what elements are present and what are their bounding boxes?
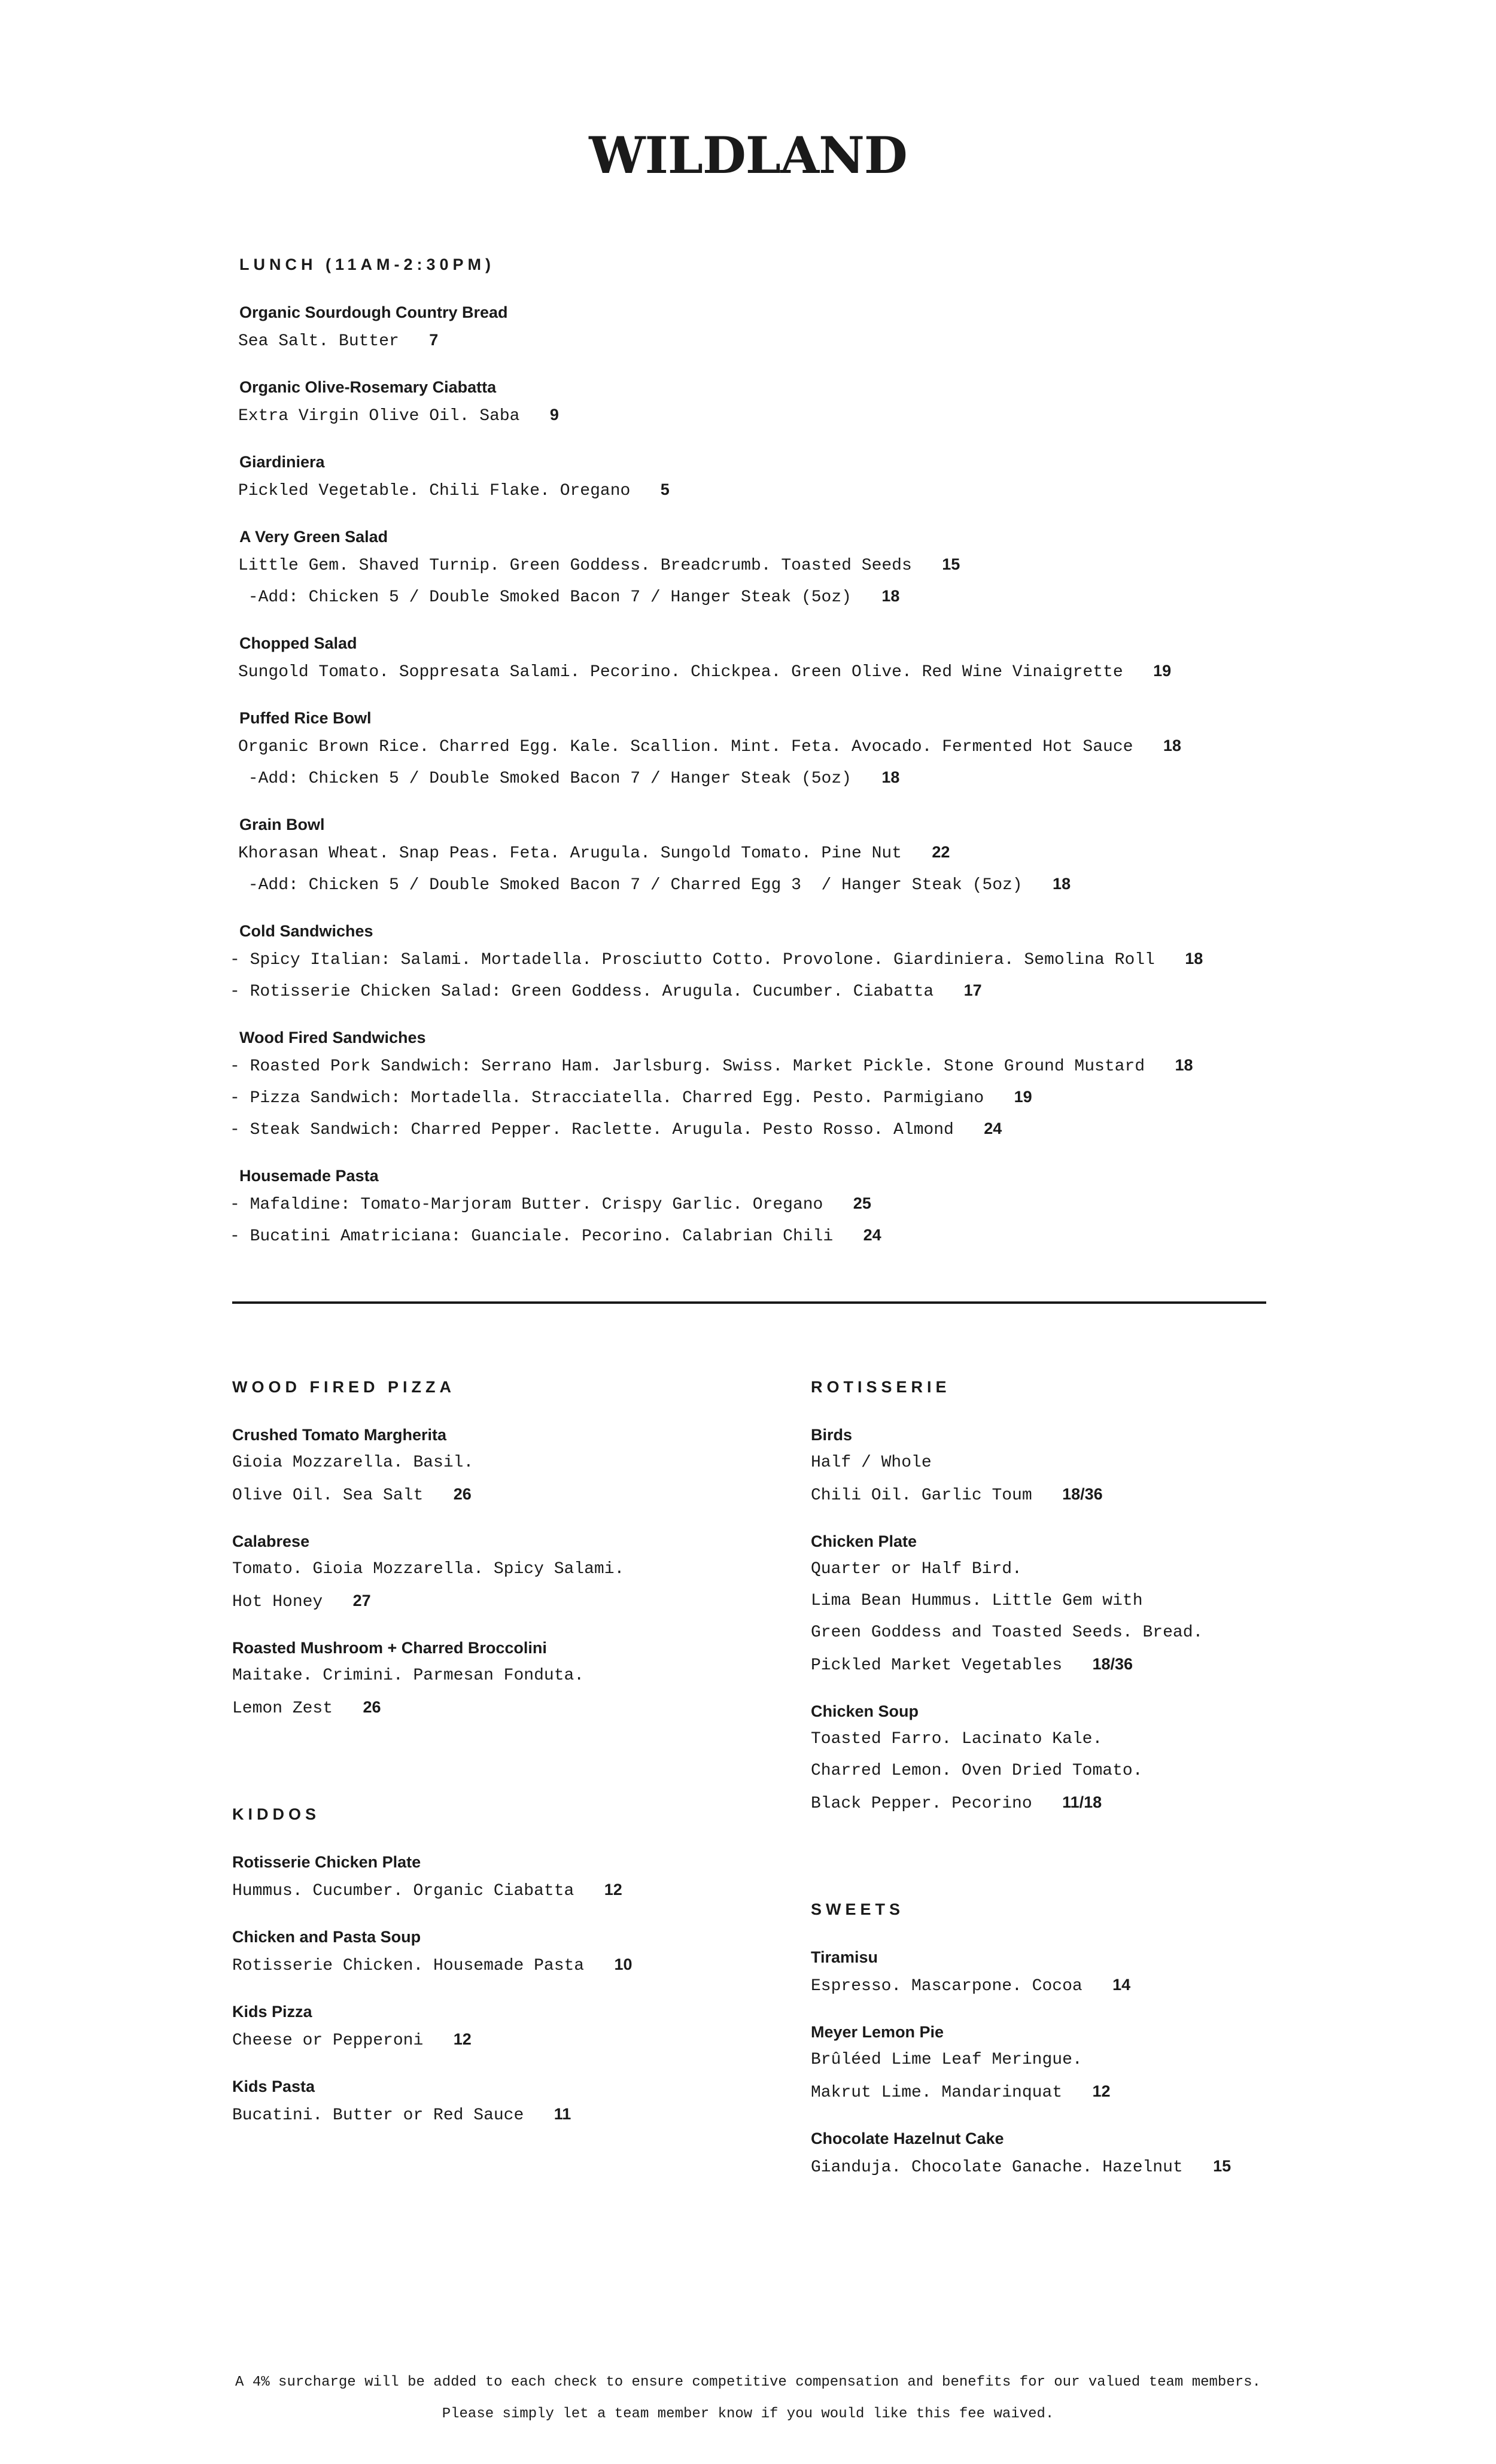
description-text: Little Gem. Shaved Turnip. Green Goddess. Breadcrumb. Toasted Seeds — [238, 556, 912, 575]
menu-item-description — [230, 1188, 1285, 1219]
menu-item-description — [811, 1617, 1349, 1648]
menu-item-description — [238, 399, 1285, 431]
menu-item — [232, 2074, 771, 2130]
description-text: Black Pepper. Pecorino — [811, 1794, 1032, 1813]
restaurant-logo: WILDLAND — [589, 126, 907, 185]
spacer — [811, 1838, 1349, 1897]
right-column — [811, 1375, 1349, 2201]
menu-item-name: Crushed Tomato Margherita — [232, 1426, 447, 1444]
menu-item-price: 10 — [614, 1955, 633, 1973]
menu-item — [238, 631, 1285, 687]
menu-item-price: 17 — [963, 981, 982, 999]
menu-item-name: Grain Bowl — [239, 816, 325, 833]
menu-item — [232, 1423, 771, 1510]
description-text: Charred Lemon. Oven Dried Tomato. — [811, 1762, 1143, 1780]
menu-item-price: 26 — [453, 1485, 472, 1503]
menu-item — [232, 1850, 771, 1906]
menu-item-price: 12 — [604, 1881, 622, 1899]
description-text: Hummus. Cucumber. Organic Ciabatta — [232, 1882, 574, 1900]
menu-item-price: 11/18 — [1062, 1793, 1102, 1811]
menu-item-name: Giardiniera — [239, 453, 325, 471]
menu-item-description — [238, 474, 1285, 506]
menu-item — [238, 375, 1285, 431]
menu-item — [811, 1945, 1349, 2001]
description-text: Olive Oil. Sea Salt — [232, 1486, 424, 1505]
menu-item-description — [232, 1874, 771, 1906]
menu-item-price: 15 — [1213, 2157, 1232, 2175]
menu-items — [230, 300, 1285, 1251]
menu-item — [238, 450, 1285, 506]
menu-item-description — [230, 1219, 1285, 1251]
menu-item-description — [232, 2098, 771, 2130]
menu-item-description — [811, 2044, 1349, 2076]
menu-item-name: Cold Sandwiches — [239, 922, 373, 940]
description-text: Green Goddess and Toasted Seeds. Bread. — [811, 1623, 1203, 1642]
section-heading: WOOD FIRED PIZZA — [232, 1378, 455, 1396]
menu-item-price: 12 — [453, 2030, 472, 2048]
menu-item-description — [232, 1949, 771, 1981]
menu-item-price: 9 — [549, 406, 559, 424]
menu-item-name: Rotisserie Chicken Plate — [232, 1853, 421, 1871]
menu-item-description — [238, 549, 1285, 580]
menu-item-price: 24 — [863, 1226, 881, 1244]
description-text: - Mafaldine: Tomato-Marjoram Butter. Crispy Garlic. Oregano — [230, 1196, 823, 1214]
section-heading: LUNCH (11AM-2:30PM) — [239, 255, 495, 273]
description-text: Lima Bean Hummus. Little Gem with — [811, 1592, 1143, 1610]
menu-item-description — [232, 1585, 771, 1617]
menu-item-description — [230, 943, 1285, 975]
menu-items — [232, 1423, 771, 1723]
menu-item-description — [238, 655, 1285, 687]
description-text: Bucatini. Butter or Red Sauce — [232, 2106, 524, 2125]
menu-item-name: Wood Fired Sandwiches — [239, 1029, 426, 1047]
menu-item-price: 18 — [881, 587, 900, 605]
lunch-section — [230, 253, 1285, 1270]
description-text: - Spicy Italian: Salami. Mortadella. Prosciutto Cotto. Provolone. Giardiniera. Semolina Roll — [230, 951, 1155, 969]
menu-item — [230, 1164, 1285, 1251]
menu-item-price: 18 — [881, 768, 900, 786]
description-text: -Add: Chicken 5 / Double Smoked Bacon 7 / Hanger Steak (5oz) — [238, 588, 852, 607]
menu-item-price: 14 — [1112, 1976, 1131, 1994]
rotisserie-section — [811, 1375, 1349, 1818]
menu-item-description — [232, 1553, 771, 1585]
menu-item — [811, 2020, 1349, 2107]
menu-item-name: Organic Olive-Rosemary Ciabatta — [239, 378, 497, 396]
description-text: Pickled Vegetable. Chili Flake. Oregano — [238, 482, 631, 500]
description-text: - Steak Sandwich: Charred Pepper. Raclette. Arugula. Pesto Rosso. Almond — [230, 1121, 954, 1139]
description-text: Lemon Zest — [232, 1699, 333, 1718]
menu-item — [811, 1699, 1349, 1818]
menu-item-description — [230, 975, 1285, 1006]
section-heading: SWEETS — [811, 1900, 905, 1918]
menu-item-price: 7 — [429, 331, 439, 349]
description-text: Organic Brown Rice. Charred Egg. Kale. Scallion. Mint. Feta. Avocado. Fermented Hot Sauce — [238, 738, 1133, 756]
menu-item-description — [232, 2024, 771, 2055]
menu-item-description — [811, 1787, 1349, 1818]
menu-item — [232, 1925, 771, 1981]
menu-item-description — [238, 868, 1285, 900]
description-text: Quarter or Half Bird. — [811, 1560, 1022, 1578]
menu-item-name: Chicken and Pasta Soup — [232, 1928, 421, 1946]
spacer — [232, 1742, 771, 1802]
description-text: -Add: Chicken 5 / Double Smoked Bacon 7 / Charred Egg 3 / Hanger Steak (5oz) — [238, 876, 1023, 895]
description-text: Maitake. Crimini. Parmesan Fonduta. — [232, 1666, 585, 1685]
left-column — [232, 1375, 771, 2149]
description-text: Sungold Tomato. Soppresata Salami. Pecorino. Chickpea. Green Olive. Red Wine Vinaigrette — [238, 663, 1123, 682]
menu-item-description — [232, 1692, 771, 1723]
menu-item — [232, 1636, 771, 1723]
menu-item-description — [811, 1969, 1349, 2001]
description-text: Half / Whole — [811, 1453, 932, 1472]
menu-item-price: 26 — [363, 1698, 381, 1716]
menu-item-name: Chicken Soup — [811, 1702, 919, 1720]
menu-item-price: 27 — [352, 1592, 371, 1610]
menu-item-price: 12 — [1092, 2082, 1111, 2100]
menu-item-name: Organic Sourdough Country Bread — [239, 303, 508, 321]
menu-item-price: 18 — [1053, 875, 1071, 893]
menu-item — [811, 2127, 1349, 2182]
surcharge-note — [0, 2366, 1496, 2430]
description-text: Gioia Mozzarella. Basil. — [232, 1453, 474, 1472]
menu-item-description — [238, 580, 1285, 612]
description-text: Cheese or Pepperoni — [232, 2031, 424, 2050]
description-text: - Roasted Pork Sandwich: Serrano Ham. Jarlsburg. Swiss. Market Pickle. Stone Ground Mustard — [230, 1057, 1145, 1076]
menu-item-description — [811, 1648, 1349, 1680]
menu-item-description — [811, 1553, 1349, 1585]
description-text: - Pizza Sandwich: Mortadella. Stracciatella. Charred Egg. Pesto. Parmigiano — [230, 1089, 984, 1108]
menu-item — [232, 1529, 771, 1617]
description-text: Makrut Lime. Mandarinquat — [811, 2083, 1063, 2102]
description-text: - Bucatini Amatriciana: Guanciale. Pecorino. Calabrian Chili — [230, 1227, 834, 1246]
menu-item-price: 22 — [932, 843, 950, 861]
menu-items — [232, 1850, 771, 2130]
menu-item-description — [811, 1447, 1349, 1479]
description-text: -Add: Chicken 5 / Double Smoked Bacon 7 / Hanger Steak (5oz) — [238, 769, 852, 788]
menu-items — [811, 1945, 1349, 2182]
section-heading: KIDDOS — [232, 1805, 321, 1823]
description-text: Brûléed Lime Leaf Meringue. — [811, 2051, 1083, 2069]
description-text: Sea Salt. Butter — [238, 332, 399, 351]
description-text: Hot Honey — [232, 1593, 323, 1611]
menu-item — [230, 919, 1285, 1006]
menu-item-name: Chopped Salad — [239, 634, 357, 652]
menu-item — [811, 1529, 1349, 1680]
menu-item-price: 18/36 — [1062, 1485, 1103, 1503]
menu-item-name: A Very Green Salad — [239, 528, 388, 546]
surcharge-note-line: Please simply let a team member know if you would like this fee waived. — [442, 2406, 1054, 2422]
menu-item-description — [238, 730, 1285, 762]
menu-item-description — [238, 762, 1285, 793]
description-text: Toasted Farro. Lacinato Kale. — [811, 1730, 1103, 1748]
menu-item-price: 18 — [1163, 737, 1181, 755]
description-text: Pickled Market Vegetables — [811, 1656, 1063, 1675]
menu-item-name: Chicken Plate — [811, 1532, 917, 1550]
menu-item — [232, 2000, 771, 2055]
menu-item-price: 18 — [1175, 1056, 1193, 1074]
menu-item-description — [232, 1447, 771, 1479]
menu-item-name: Housemade Pasta — [239, 1167, 379, 1185]
menu-item-name: Kids Pizza — [232, 2003, 312, 2021]
menu-item-description — [232, 1479, 771, 1510]
menu-item-description — [230, 1050, 1285, 1081]
menu-item-description — [230, 1081, 1285, 1113]
menu-item-description — [811, 1723, 1349, 1755]
description-text: Rotisserie Chicken. Housemade Pasta — [232, 1957, 585, 1975]
menu-item-price: 19 — [1153, 662, 1172, 680]
menu-item-name: Meyer Lemon Pie — [811, 2023, 944, 2041]
section-divider — [232, 1301, 1266, 1304]
menu-item-price: 25 — [853, 1194, 871, 1212]
menu-item-price: 11 — [554, 2105, 571, 2123]
menu-item-name: Tiramisu — [811, 1948, 878, 1966]
description-text: Espresso. Mascarpone. Cocoa — [811, 1977, 1083, 1995]
menu-item-description — [811, 1755, 1349, 1787]
sweets-section — [811, 1897, 1349, 2182]
menu-item-price: 24 — [984, 1120, 1002, 1137]
menu-item — [238, 525, 1285, 612]
menu-item — [811, 1423, 1349, 1510]
menu-item — [238, 706, 1285, 793]
description-text: - Rotisserie Chicken Salad: Green Goddess. Arugula. Cucumber. Ciabatta — [230, 982, 934, 1001]
menu-items — [811, 1423, 1349, 1818]
menu-item-name: Puffed Rice Bowl — [239, 709, 372, 727]
menu-item-price: 18/36 — [1092, 1655, 1133, 1673]
pizza-section — [232, 1375, 771, 1723]
menu-item-description — [811, 2076, 1349, 2107]
menu-item-name: Birds — [811, 1426, 853, 1444]
description-text: Gianduja. Chocolate Ganache. Hazelnut — [811, 2158, 1183, 2177]
menu-item-description — [811, 1585, 1349, 1617]
menu-item-name: Calabrese — [232, 1532, 310, 1550]
menu-item-description — [811, 1479, 1349, 1510]
description-text: Extra Virgin Olive Oil. Saba — [238, 407, 520, 425]
menu-item-description — [238, 836, 1285, 868]
section-heading: ROTISSERIE — [811, 1378, 951, 1396]
menu-item-price: 15 — [942, 555, 960, 573]
menu-item — [238, 813, 1285, 900]
menu-item-description — [232, 1660, 771, 1692]
menu-item-name: Kids Pasta — [232, 2077, 315, 2095]
menu-item — [238, 300, 1285, 356]
description-text: Khorasan Wheat. Snap Peas. Feta. Arugula. Sungold Tomato. Pine Nut — [238, 844, 902, 863]
surcharge-note-line: A 4% surcharge will be added to each check to ensure competitive compensation and benefits for our valued team members. — [235, 2374, 1261, 2390]
menu-item-name: Roasted Mushroom + Charred Broccolini — [232, 1639, 547, 1657]
menu-item-description — [238, 324, 1285, 356]
menu-item-price: 19 — [1014, 1088, 1032, 1106]
menu-item-description — [230, 1113, 1285, 1145]
description-text: Chili Oil. Garlic Toum — [811, 1486, 1032, 1505]
menu-item-price: 18 — [1185, 950, 1203, 968]
description-text: Tomato. Gioia Mozzarella. Spicy Salami. — [232, 1560, 625, 1578]
menu-item-description — [811, 2150, 1349, 2182]
kiddos-section — [232, 1802, 771, 2130]
menu-item — [230, 1026, 1285, 1145]
menu-item-price: 5 — [660, 480, 670, 498]
menu-item-name: Chocolate Hazelnut Cake — [811, 2130, 1004, 2147]
